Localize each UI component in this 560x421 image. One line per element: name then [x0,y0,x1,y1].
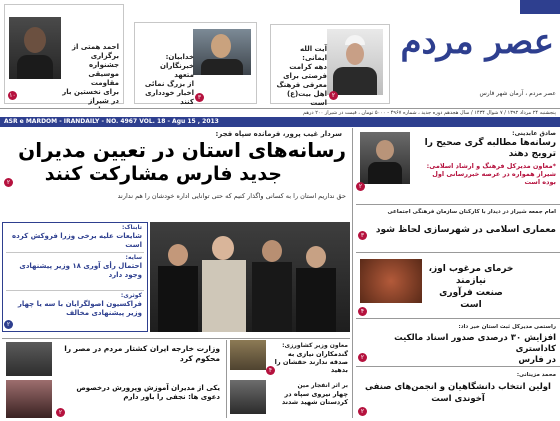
english-issue-line: ASR e MARDOM - IRANDAILY - NO. 4967 VOL. 18 - Agu 15 , 2013 [4,118,219,125]
right-story-1-headline: رسانه‌ها مطالبه گری صحیح را ترویج دهند [424,138,556,159]
right-story-5-kicker: محمد مزینانی: [516,372,556,378]
bottom-story-mine-kicker: بر اثر انفجار مین [297,382,348,389]
teaser-3[interactable] [270,24,390,107]
bottom-story-farmers-photo [230,340,266,370]
english-bar [0,117,560,127]
right-story-3-page-number: ۴ [358,307,367,316]
right-story-2[interactable] [356,205,560,253]
bottom-story-egypt-photo [6,342,52,376]
right-story-3-photo [360,259,422,303]
teaser-1-page-number: ۱۰ [9,92,16,99]
middle-story-1[interactable] [6,224,144,252]
right-story-1-page-number: ۲ [356,182,365,191]
right-story-2-page-number: ۳ [358,231,367,240]
middle-divider-2 [6,290,144,291]
middle-divider-1 [6,252,144,253]
right-story-4-kicker: راستمی مدیرکل ثبت استان خبر داد: [458,324,556,330]
teaser-2[interactable] [134,22,257,104]
middle-story-2[interactable] [6,254,144,288]
main-kicker: سردار غیب پرور، فرمانده سپاه فجر: [215,130,342,138]
right-story-2-headline: معماری اسلامی در شهرسازی لحاظ شود [375,225,556,235]
bottom-story-egypt-text: وزارت خارجه ایران کشتار مردم در مصر را محکوم کرد [64,344,220,363]
bottom-story-education-photo [6,380,52,418]
right-story-5-page-number: ۲ [358,407,367,416]
right-story-4-headline: افزایش ۳۰ درصدی صدور اسناد مالکیت کاداستری در فارس [394,333,556,365]
middle-page-number: ۲ [4,320,13,329]
masthead-corner-badge [520,0,560,14]
main-headline-line-1: رسانه‌های استان در تعیین مدیران [18,138,346,162]
bottom-story-education-text: یکی از مدیران آموزش وپرورش درخصوص دعوی ها: نجفی را باور دارم [76,384,220,401]
bottom-story-mine-text: چهار نیروی سپاه در کردستان شهید شدند [281,390,348,406]
middle-story-1-text: شایعات علیه برخی وزرا فروکش کرده است [11,232,142,249]
teaser-1[interactable] [4,4,124,104]
right-story-3-headline: خرمای مرغوب اوز، نیازمند صنعت فرآوری است [428,264,514,310]
right-story-5-headline: اولین انتخاب دانشگاهیان و انجمن‌های صنفی آخوندی است [365,382,551,404]
teaser-3-page-number: ۲ [329,91,338,100]
masthead-slogan: عصر مردم ، آرمان شهر فارس [479,90,556,97]
middle-story-2-kicker: سایه: [125,254,142,261]
middle-story-3[interactable] [6,292,144,328]
ministers-photo [150,222,350,332]
column-divider [352,128,353,418]
bottom-story-farmers-page-number: ۴ [266,366,275,375]
middle-story-2-text: احتمال رأی آوری ۱۸ وزیر پیشنهادی وجود دارد [19,262,142,279]
right-story-1[interactable] [356,128,560,190]
middle-story-1-kicker: تابناک: [121,224,142,231]
teaser-2-text: خدابیان: خبرنگاران متعهد از بزرگ نمائی اخبار خودداری کنند [144,53,194,106]
teaser-1-text: احمد همتی از برگزاری جشنواره موسیقی مقاومت برای نخستین بار در شیراز [62,43,119,105]
middle-story-3-kicker: کوثری: [120,292,142,299]
main-page-number: ۲ [4,178,13,187]
bottom-divider [2,338,350,339]
bottom-story-mine[interactable] [230,380,350,418]
bottom-story-farmers-kicker: معاون وزیر کشاورزی: [282,342,348,349]
right-story-1-photo [360,132,410,184]
masthead [400,0,560,108]
right-story-1-kicker: صادق عابدینی: [512,130,556,137]
main-subline: حق نداریم استان را به کسانی واگذار کنیم که حتی توانایی اداره خودشان را هم ندارند [117,192,346,200]
teaser-2-page-number: ۳ [195,93,204,102]
bottom-story-education[interactable] [2,380,224,420]
bottom-story-egypt[interactable] [2,340,224,380]
masthead-logo: عصر مردم [400,22,554,62]
teaser-3-photo [327,29,383,95]
right-story-5[interactable] [356,367,560,419]
right-story-2-kicker: امام جمعه شیراز در دیدار با کارکنان سازمان فرهنگی اجتماعی [387,209,556,215]
teaser-3-text: آیت الله ایمانی: دهه کرامت فرصتی برای معرفی فرهنگ اهل بیت(ع) است [276,45,327,107]
teaser-2-photo [193,29,251,75]
bottom-story-farmers[interactable] [230,340,350,376]
dateline-text: پنجشنبه ۲۴ مرداد ۱۳۹۲ / ۷ شوال ۱۴۳۴ / سال هجدهم دوره جدید ، شماره ۴۹۶۷ - ۵۰۰۰ تومان ، قیمت در شیراز ۲۰۰ درهم [303,110,556,116]
right-story-1-sub: *معاون مدیرکل فرهنگ و ارشاد اسلامی: شیراز همواره در عرصه خبررسانی اول بوده است [426,162,556,186]
right-story-4-page-number: ۲ [358,353,367,362]
teaser-1-photo [9,17,61,79]
right-story-4[interactable] [356,319,560,365]
right-story-3[interactable] [356,253,560,317]
bottom-col-divider [226,340,227,418]
bottom-story-farmers-text: گندمکاران نیازی به صدقه ندارند حقشان را بدهید [274,350,348,374]
bottom-story-mine-photo [230,380,266,414]
main-headline-line-2: جدید فارس مشارکت کنند [44,163,282,185]
bottom-story-education-page-number: ۲ [56,408,65,417]
middle-story-3-text: فراکسیون اصولگرایان با سه یا چهار وزیر پیشنهادی مخالف [17,300,142,317]
main-story[interactable] [2,128,352,190]
